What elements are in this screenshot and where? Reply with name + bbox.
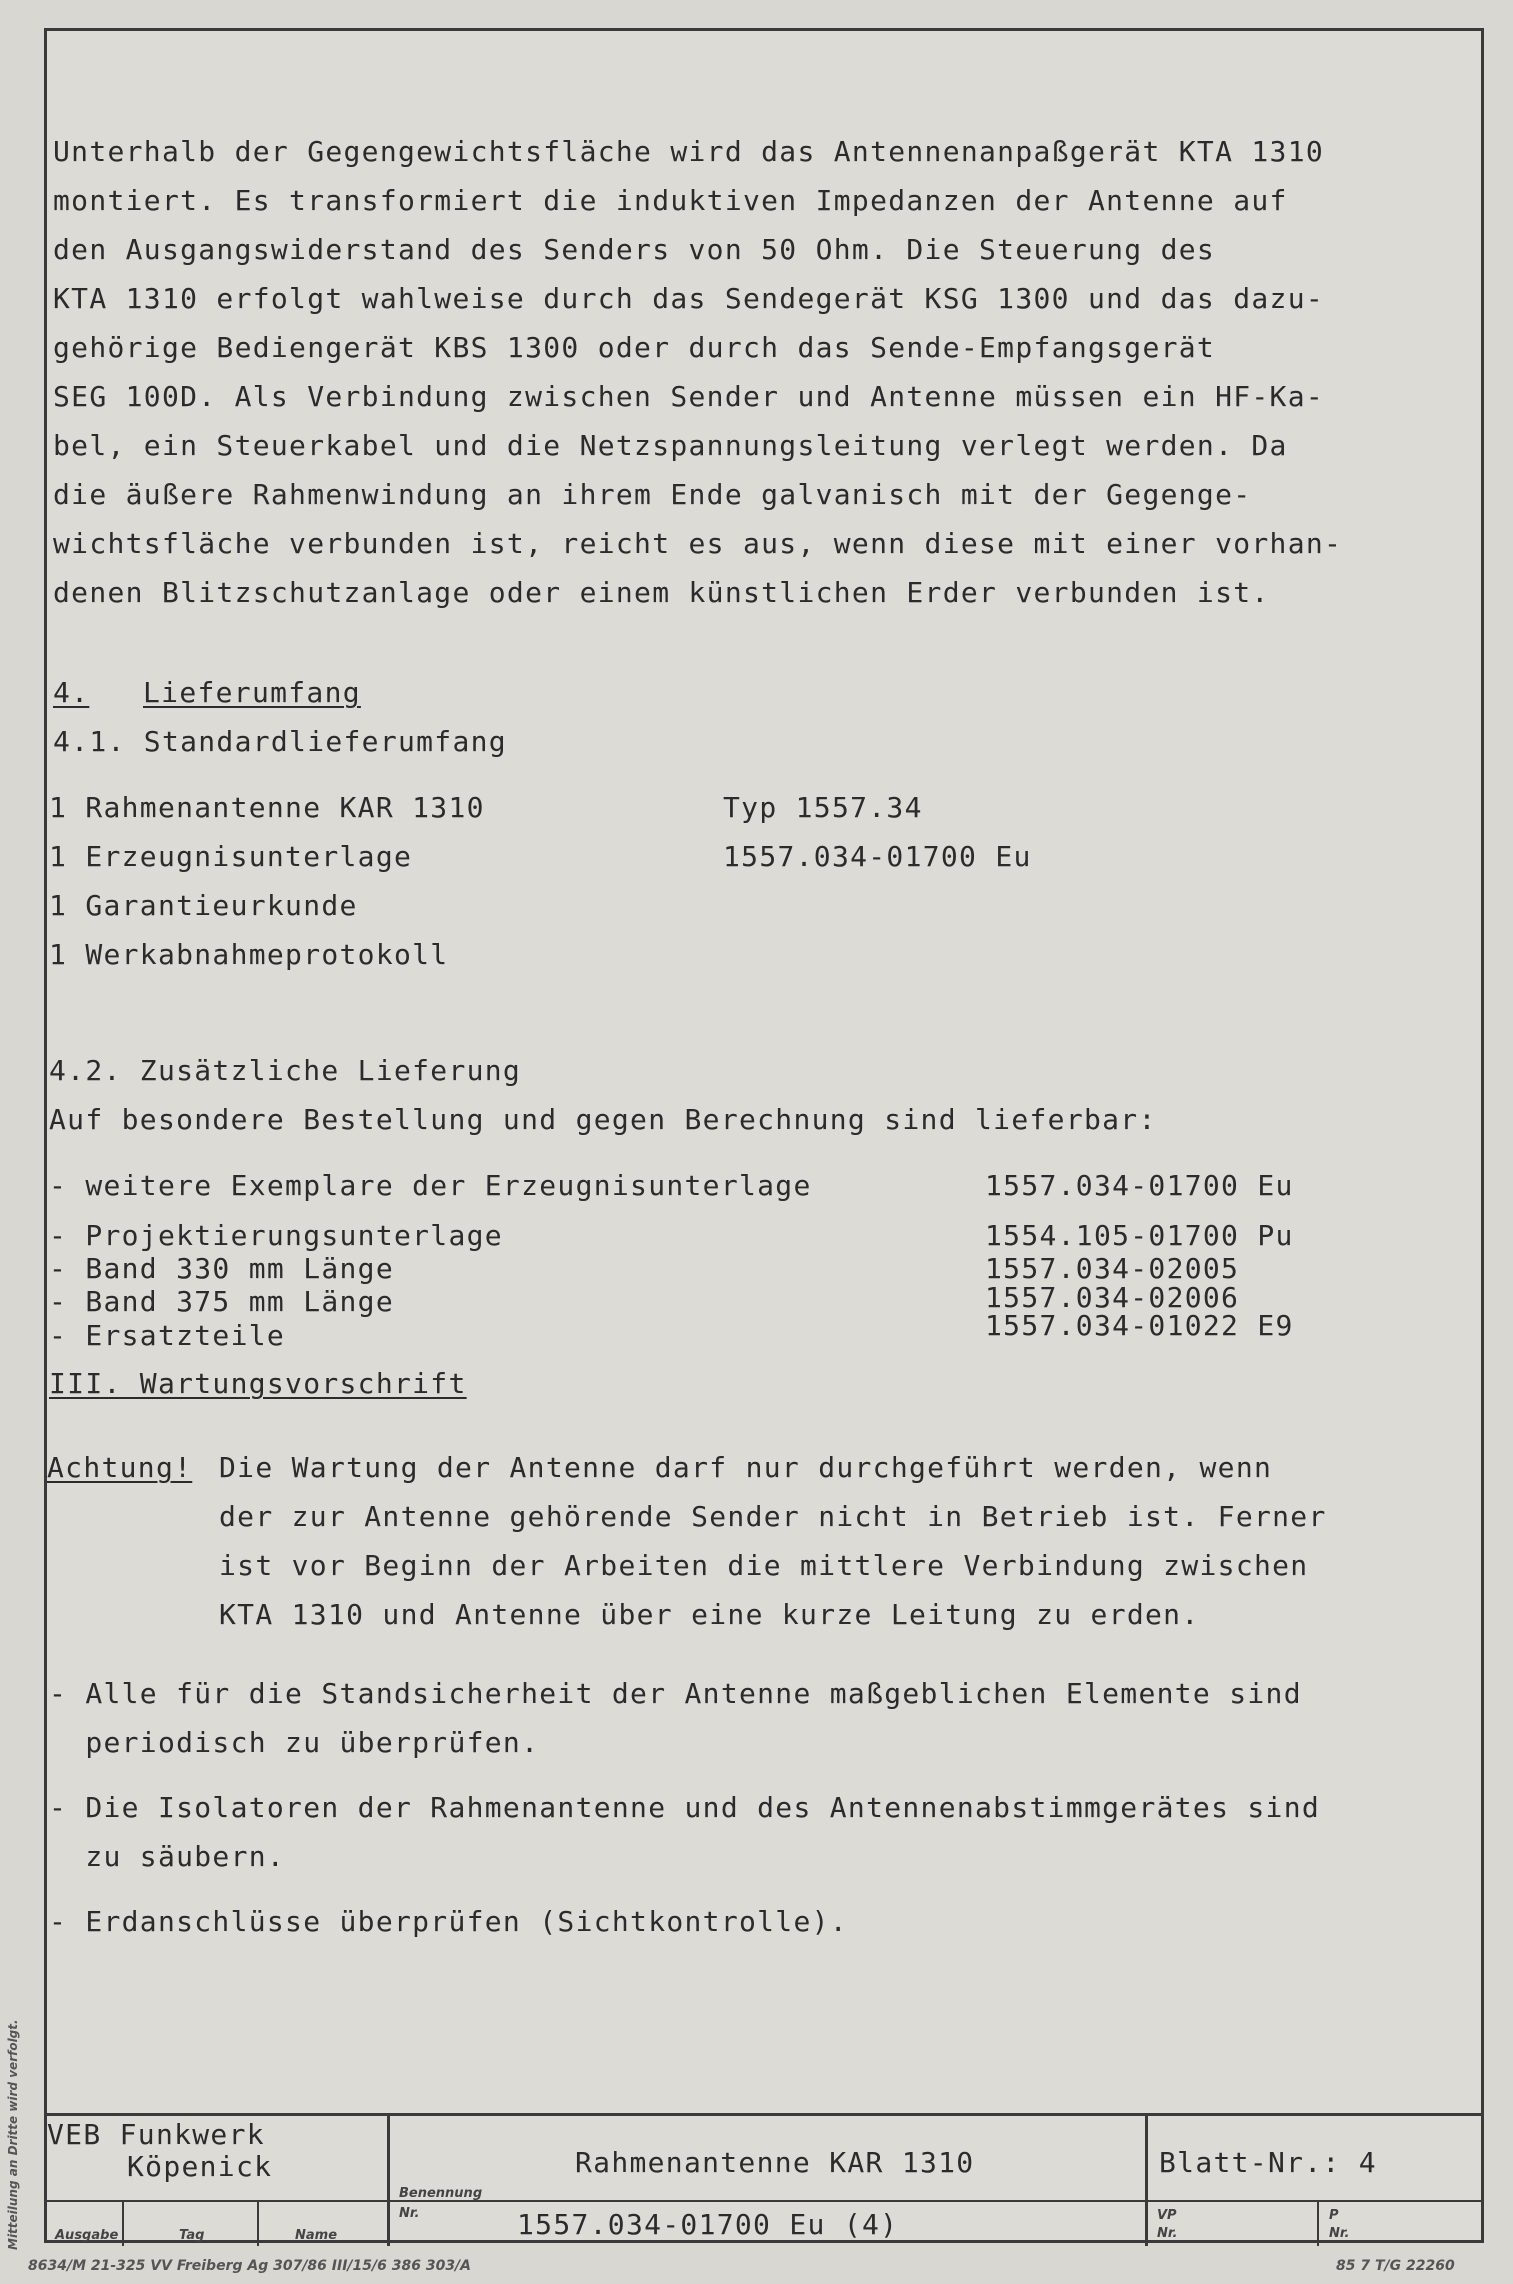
footer-form-code: 85 7 T/G 22260 (1336, 2258, 1455, 2274)
paragraph-line: wichtsfläche verbunden ist, reicht es aus, wenn diese mit einer vorhan- (53, 527, 1343, 560)
section-4-title: Lieferumfang (143, 676, 361, 709)
section-4-number: 4. (53, 676, 90, 709)
label-p: P (1329, 2208, 1339, 2223)
label-vp: VP (1157, 2208, 1177, 2223)
list-item-ref: 1557.034-01700 Eu (985, 1169, 1294, 1202)
section-4-1-heading: 4.1. Standardlieferumfang (53, 725, 507, 758)
document-number: 1557.034-01700 Eu (4) (517, 2208, 899, 2241)
label-name: Name (295, 2228, 338, 2243)
warning-line: Die Wartung der Antenne darf nur durchgeführt werden, wenn (219, 1451, 1273, 1484)
label-tag: Tag (179, 2228, 205, 2243)
section-4-2-heading: 4.2. Zusätzliche Lieferung (49, 1054, 522, 1087)
list-item-ref: Typ 1557.34 (723, 791, 923, 824)
document-sheet (44, 28, 1484, 2243)
designation: Rahmenantenne KAR 1310 (575, 2146, 975, 2179)
list-item-ref: 1557.034-02005 (985, 1252, 1240, 1285)
section-4-2-intro: Auf besondere Bestellung und gegen Berechnung sind lieferbar: (49, 1103, 1157, 1136)
label-benennung: Benennung (399, 2186, 483, 2201)
label-ausgabe: Ausgabe (55, 2228, 119, 2243)
margin-note: Mitteilung an Dritte wird verfolgt. (6, 2019, 20, 2250)
list-item: - Ersatzteile (49, 1319, 286, 1352)
company-location: Köpenick (127, 2150, 273, 2183)
list-item: - Band 330 mm Länge (49, 1252, 394, 1285)
maintenance-item: - Erdanschlüsse überprüfen (Sichtkontrolle). (49, 1905, 848, 1938)
paragraph-line: denen Blitzschutzanlage oder einem künstlichen Erder verbunden ist. (53, 576, 1270, 609)
title-block (47, 2113, 1481, 2246)
sheet-number: Blatt-Nr.: 4 (1159, 2146, 1377, 2179)
paragraph-line: bel, ein Steuerkabel und die Netzspannungsleitung verlegt werden. Da (53, 429, 1288, 462)
label-vp-nr: Nr. (1157, 2226, 1178, 2241)
list-item: 1 Garantieurkunde (49, 889, 358, 922)
paragraph-line: KTA 1310 erfolgt wahlweise durch das Sendegerät KSG 1300 und das dazu- (53, 282, 1325, 315)
footer-print-code: 8634/M 21-325 VV Freiberg Ag 307/86 III/15/6 386 303/A (28, 2258, 472, 2274)
list-item: 1 Erzeugnisunterlage (49, 840, 413, 873)
list-item-ref: 1557.034-01700 Eu (723, 840, 1032, 873)
paragraph-line: SEG 100D. Als Verbindung zwischen Sender und Antenne müssen ein HF-Ka- (53, 380, 1325, 413)
list-item-ref: 1557.034-01022 E9 (985, 1309, 1294, 1342)
list-item-ref: 1557.034-02006 (985, 1281, 1240, 1314)
warning-line: ist vor Beginn der Arbeiten die mittlere Verbindung zwischen (219, 1549, 1309, 1582)
maintenance-item: - Alle für die Standsicherheit der Antenne maßgeblichen Elemente sind (49, 1677, 1302, 1710)
list-item: - Band 375 mm Länge (49, 1285, 394, 1318)
maintenance-item: zu säubern. (49, 1840, 286, 1873)
warning-label: Achtung! (47, 1451, 193, 1484)
section-3-title: III. Wartungsvorschrift (49, 1367, 467, 1400)
maintenance-item: periodisch zu überprüfen. (49, 1726, 540, 1759)
maintenance-item: - Die Isolatoren der Rahmenantenne und des Antennenabstimmgerätes sind (49, 1791, 1321, 1824)
list-item-ref: 1554.105-01700 Pu (985, 1219, 1294, 1252)
warning-line: der zur Antenne gehörende Sender nicht in Betrieb ist. Ferner (219, 1500, 1327, 1533)
list-item: - Projektierungsunterlage (49, 1219, 503, 1252)
label-p-nr: Nr. (1329, 2226, 1350, 2241)
paragraph-line: den Ausgangswiderstand des Senders von 50 Ohm. Die Steuerung des (53, 233, 1216, 266)
paragraph-line: montiert. Es transformiert die induktiven Impedanzen der Antenne auf (53, 184, 1288, 217)
list-item: 1 Werkabnahmeprotokoll (49, 938, 449, 971)
company-name: VEB Funkwerk (47, 2118, 265, 2151)
list-item: 1 Rahmenantenne KAR 1310 (49, 791, 485, 824)
paragraph-line: gehörige Bediengerät KBS 1300 oder durch das Sende-Empfangsgerät (53, 331, 1216, 364)
paragraph-line: Unterhalb der Gegengewichtsfläche wird das Antennenanpaßgerät KTA 1310 (53, 135, 1325, 168)
paragraph-line: die äußere Rahmenwindung an ihrem Ende galvanisch mit der Gegenge- (53, 478, 1252, 511)
label-nr: Nr. (399, 2206, 420, 2221)
warning-line: KTA 1310 und Antenne über eine kurze Leitung zu erden. (219, 1598, 1200, 1631)
list-item: - weitere Exemplare der Erzeugnisunterlage (49, 1169, 812, 1202)
